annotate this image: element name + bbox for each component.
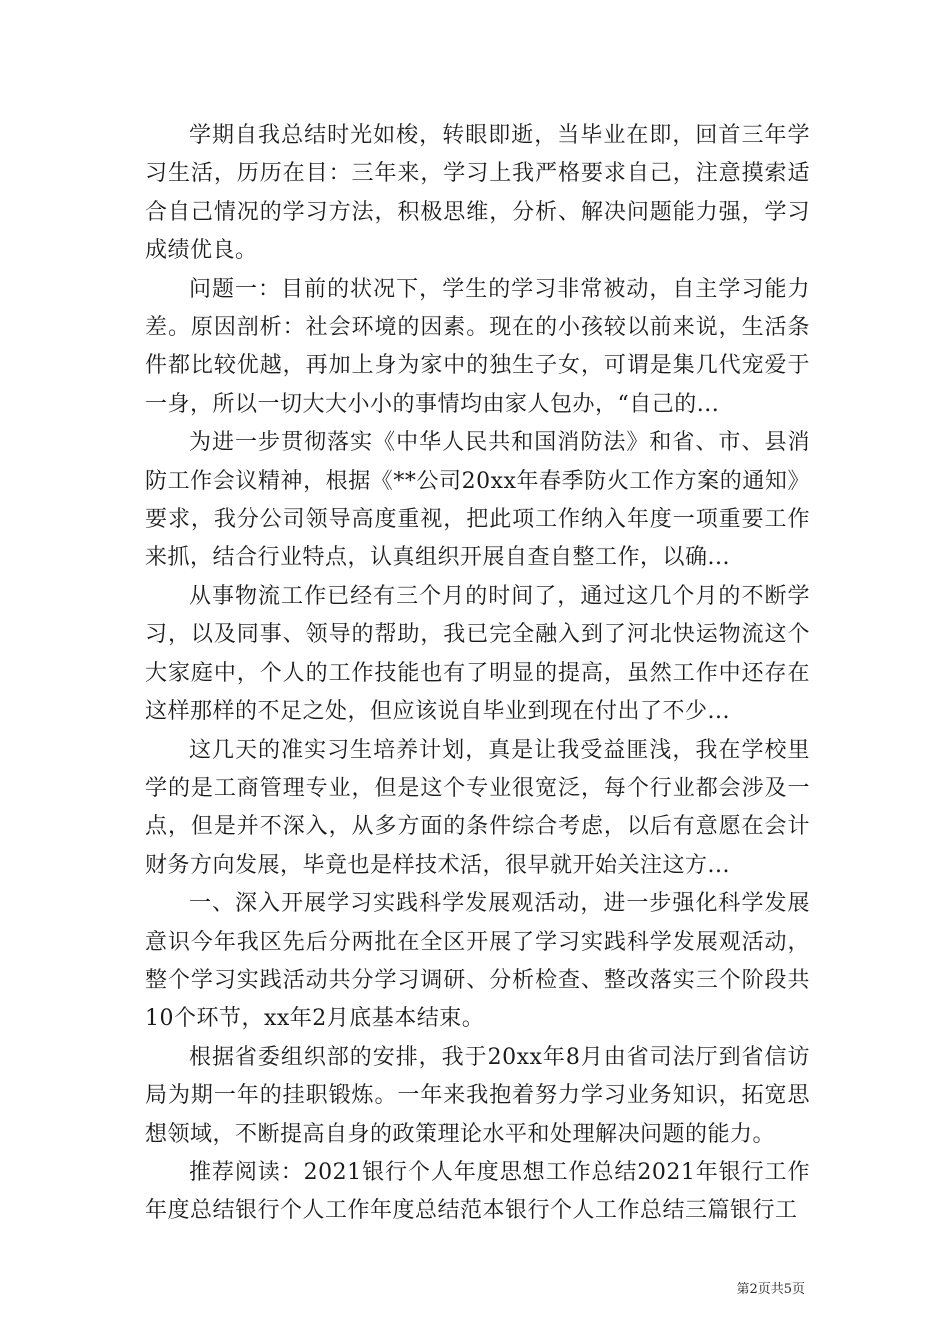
paragraph-problem-one: 问题一：目前的状况下，学生的学习非常被动，自主学习能力差。原因剖析：社会环境的因素。现在的小孩较以前来说，生活条件都比较优越，再加上身为家中的独生子女，可谓是集几代宠爱于一身，所以一切大大小小的事情均由家人包办，“自己的... [145,276,810,417]
page-number: 第2页共5页 [736,1282,805,1297]
document-body [145,117,810,1231]
paragraph-fire-safety: 为进一步贯彻落实《中华人民共和国消防法》和省、市、县消防工作会议精神，根据《**公司20xx年春季防火工作方案的通知》要求，我分公司领导高度重视，把此项工作纳入年度一项重要工作来抓，结合行业特点，认真组织开展自查自整工作，以确... [145,430,810,571]
paragraph-intern-plan: 这几天的准实习生培养计划，真是让我受益匪浅，我在学校里学的是工商管理专业，但是这个专业很宽泛，每个行业都会涉及一点，但是并不深入，从多方面的条件综合考虑，以后有意愿在会计财务方向发展，毕竟也是样技术活，很早就开始关注这方... [145,737,810,878]
paragraph-secondment: 根据省委组织部的安排，我于20xx年8月由省司法厅到省信访局为期一年的挂职锻炼。一年来我抱着努力学习业务知识，拓宽思想领域，不断提高自身的政策理论水平和处理解决问题的能力。 [145,1044,810,1147]
paragraph-logistics-work: 从事物流工作已经有三个月的时间了，通过这几个月的不断学习，以及同事、领导的帮助，我已完全融入到了河北快运物流这个大家庭中，个人的工作技能也有了明显的提高，虽然工作中还存在这样那样的不足之处，但应该说自毕业到现在付出了不少... [145,583,810,725]
paragraph-recommended-reading: 推荐阅读：2021银行个人年度思想工作总结2021年银行工作年度总结银行个人工作年度总结范本银行个人工作总结三篇银行工 [145,1159,810,1224]
paragraph-self-summary: 学期自我总结时光如梭，转眼即逝，当毕业在即，回首三年学习生活，历历在目：三年来，学习上我严格要求自己，注意摸索适合自己情况的学习方法，积极思维，分析、解决问题能力强，学习成绩优良。 [145,123,810,264]
paragraph-scientific-development: 一、深入开展学习实践科学发展观活动，进一步强化科学发展意识今年我区先后分两批在全区开展了学习实践科学发展观活动，整个学习实践活动共分学习调研、分析检查、整改落实三个阶段共10个环节，xx年2月底基本结束。 [145,891,810,1032]
